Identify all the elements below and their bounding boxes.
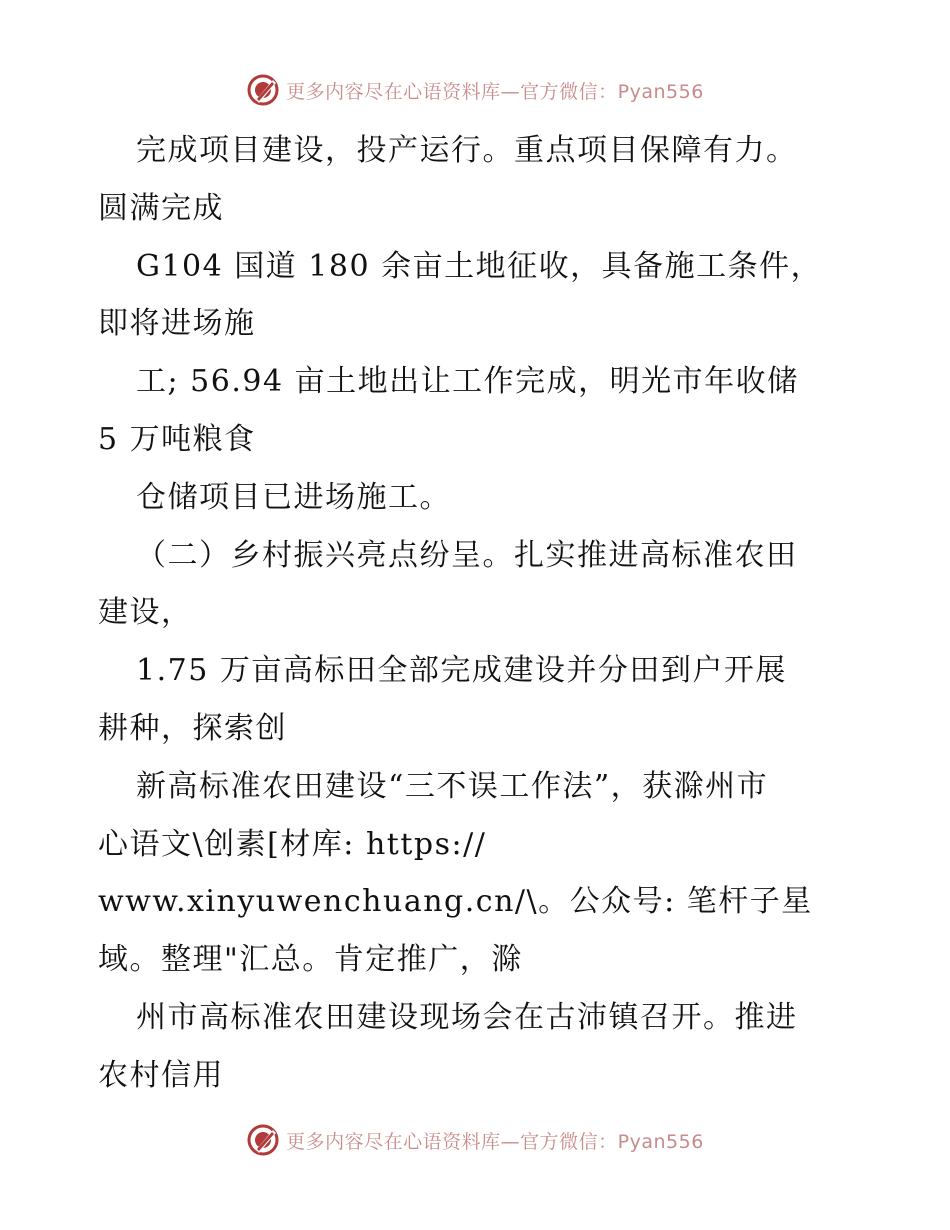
header-banner: [0, 70, 950, 110]
footer-banner: [0, 1120, 950, 1160]
text-line: 建设，: [98, 595, 193, 631]
text-line: 州市高标准农田建设现场会在古沛镇召开。推进: [136, 999, 798, 1035]
footer-banner-text: 更多内容尽在心语资料库—官方微信：Pyan556: [286, 1130, 704, 1153]
pen-logo-icon: [246, 1123, 280, 1157]
text-line: 仓储项目已进场施工。: [136, 479, 451, 515]
text-line: 圆满完成: [98, 190, 224, 226]
text-line: （二）乡村振兴亮点纷呈。扎实推进高标准农田: [136, 537, 798, 573]
document-body: [98, 122, 858, 1105]
text-line: www.xinyuwenchuang.cn/\。公众号: 笔杆子星: [98, 884, 813, 920]
text-line: 耕种，探索创: [98, 710, 287, 746]
text-line: 工; 56.94 亩土地出让工作完成，明光市年收储: [136, 364, 799, 400]
text-line: 新高标准农田建设“三不误工作法”，获滁州市: [136, 768, 769, 804]
text-line: 心语文\创素[材库: https://: [98, 826, 487, 862]
pen-logo-icon: [246, 73, 280, 107]
text-line: 农村信用: [98, 1057, 224, 1093]
text-line: 1.75 万亩高标田全部完成建设并分田到户开展: [136, 653, 787, 689]
text-line: 域。整理"汇总。肯定推广，滁: [98, 942, 523, 978]
header-banner-text: 更多内容尽在心语资料库—官方微信：Pyan556: [286, 80, 704, 103]
text-line: 5 万吨粮食: [98, 421, 256, 457]
text-line: 完成项目建设，投产运行。重点项目保障有力。: [136, 133, 798, 168]
text-line: G104 国道 180 余亩土地征收，具备施工条件，: [136, 248, 823, 284]
text-line: 即将进场施: [98, 306, 256, 342]
